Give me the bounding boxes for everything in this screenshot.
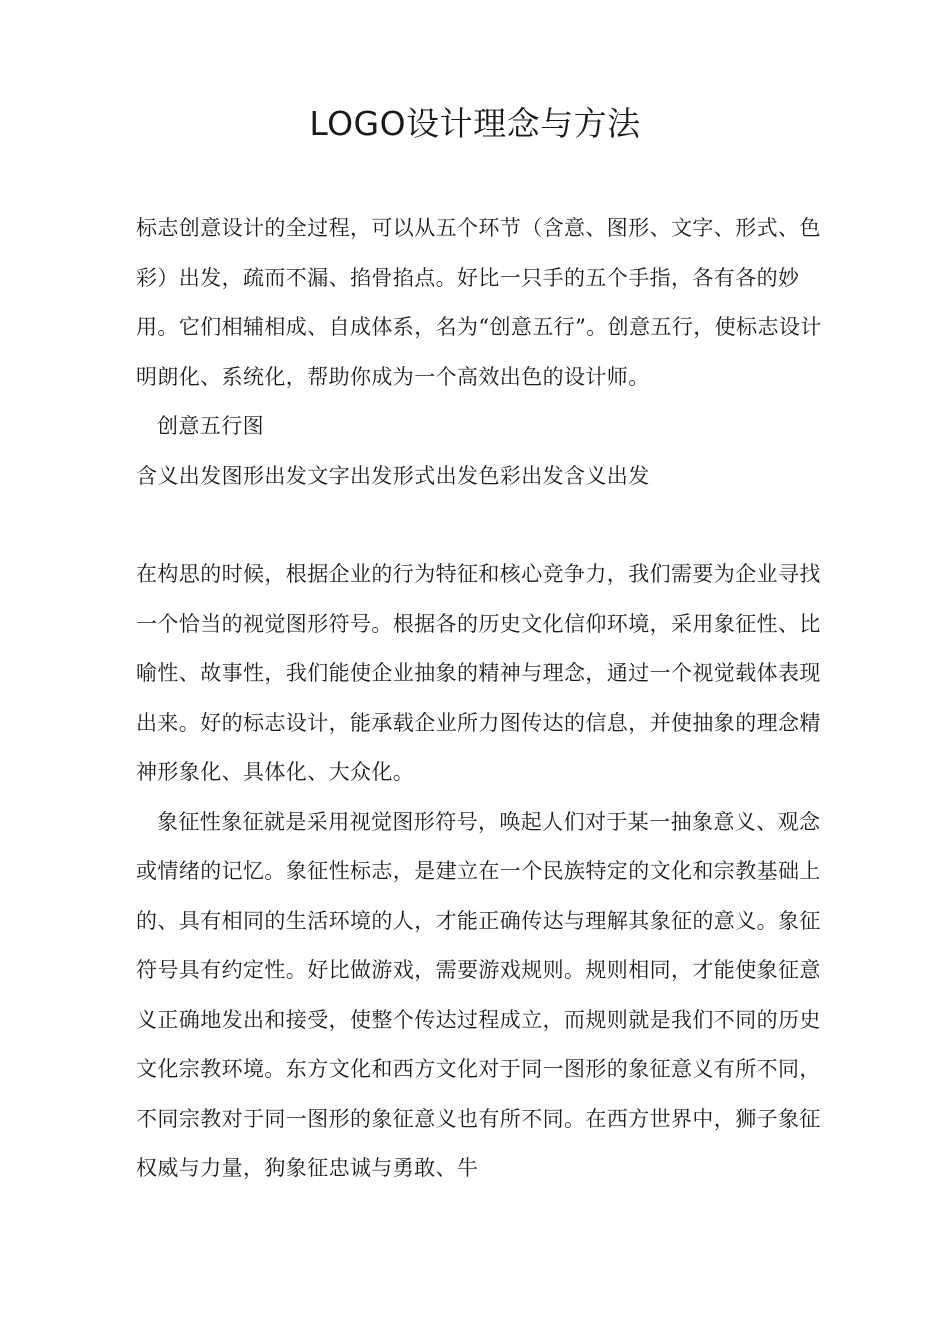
intro-paragraph: 标志创意设计的全过程，可以从五个环节（含意、图形、文字、形式、色彩）出发，疏而不漏、掐骨掐点。好比一只手的五个手指，各有各的妙用。它们相辅相成、自成体系，名为“创意五行”。创意五行，使标志设计明朗化、系统化，帮助你成为一个高效出色的设计师。 [136,216,822,389]
document-title: LOGO设计理念与方法 [309,104,641,143]
section-2 [136,550,836,1194]
figure-flow-text: 含义出发图形出发文字出发形式出发色彩出发含义出发 [136,463,650,488]
figure-caption: 创意五行图 [157,414,264,438]
section-1 [136,204,836,501]
concept-paragraph: 在构思的时候，根据企业的行为特征和核心竞争力，我们需要为企业寻找一个恰当的视觉图形符号。根据各的历史文化信仰环境，采用象征性、比喻性、故事性，我们能使企业抽象的精神与理念，通过一个视觉载体表现出来。好的标志设计，能承载企业所力图传达的信息，并使抽象的理念精神形象化、具体化、大众化。 [136,562,821,784]
symbolism-paragraph: 象征性象征就是采用视觉图形符号，唤起人们对于某一抽象意义、观念或情绪的记忆。象征性标志，是建立在一个民族特定的文化和宗教基础上的、具有相同的生活环境的人，才能正确传达与理解其象征的意义。象征符号具有约定性。好比做游戏，需要游戏规则。规则相同，才能使象征意义正确地发出和接受，使整个传达过程成立，而规则就是我们不同的历史文化宗教环境。东方文化和西方文化对于同一图形的象征意义有所不同，不同宗教对于同一图形的象征意义也有所不同。在西方世界中，狮子象征权威与力量，狗象征忠诚与勇敢、牛 [136,809,821,1180]
